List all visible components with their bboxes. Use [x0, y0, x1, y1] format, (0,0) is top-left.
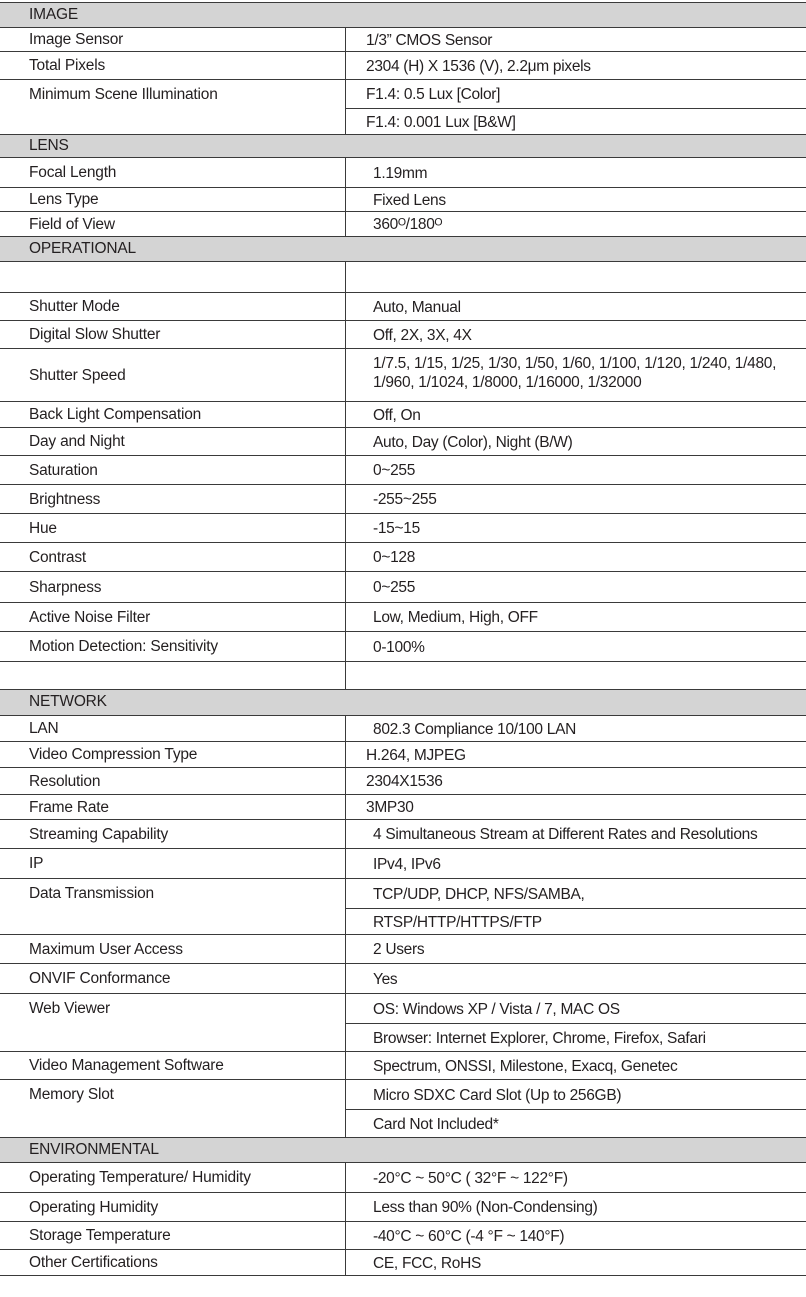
spec-value: 0~255: [373, 579, 416, 596]
spec-value: 2304 (H) X 1536 (V), 2.2μm pixels: [366, 57, 591, 75]
spec-value: 802.3 Compliance 10/100 LAN: [373, 720, 577, 738]
spec-value: 0~255: [373, 462, 416, 479]
spec-row: [0, 80, 806, 135]
spec-label: Lens Type: [29, 191, 99, 208]
spec-row: [0, 428, 806, 456]
value-line-divider: [346, 908, 806, 909]
spec-row: [0, 543, 806, 572]
spec-row: [0, 994, 806, 1052]
spec-row: [0, 879, 806, 935]
section-title: OPERATIONAL: [29, 239, 136, 257]
spec-label: Brightness: [29, 490, 101, 508]
spec-label: Shutter Mode: [29, 298, 120, 315]
spec-row: [0, 1163, 806, 1193]
spec-row: [0, 820, 806, 849]
spec-value: H.264, MJPEG: [366, 746, 466, 764]
spec-value: 3MP30: [366, 799, 414, 816]
spec-value: 0~128: [373, 549, 416, 566]
spec-row: [0, 1222, 806, 1250]
spec-label: Data Transmission: [29, 885, 154, 902]
spec-value: Off, 2X, 3X, 4X: [373, 326, 472, 344]
spec-value: 2 Users: [373, 941, 425, 958]
spec-label: Contrast: [29, 548, 86, 566]
section-header-operational: [0, 237, 806, 262]
section-title: IMAGE: [29, 6, 78, 23]
spec-row: [0, 768, 806, 795]
section-title: LENS: [29, 136, 69, 154]
spec-row: [0, 849, 806, 879]
spec-label: Operating Temperature/ Humidity: [29, 1169, 251, 1186]
spec-value: 1.19mm: [373, 164, 428, 182]
spec-value: -15~15: [373, 520, 420, 537]
spec-label: IP: [29, 855, 44, 872]
spec-row: [0, 964, 806, 994]
spec-row: [0, 514, 806, 543]
spec-row: [0, 28, 806, 52]
spec-row: [0, 572, 806, 603]
spec-label: LAN: [29, 720, 59, 737]
spec-row: [0, 52, 806, 80]
spec-value: IPv4, IPv6: [373, 855, 441, 873]
spec-label: Memory Slot: [29, 1086, 114, 1103]
spec-value: Micro SDXC Card Slot (Up to 256GB): [373, 1086, 622, 1104]
spec-label: Resolution: [29, 772, 101, 790]
spec-row: [0, 349, 806, 402]
spec-value: 0-100%: [373, 638, 425, 656]
spec-label: Operating Humidity: [29, 1198, 159, 1216]
spec-value: -40°C ~ 60°C (-4 °F ~ 140°F): [373, 1227, 565, 1245]
spec-row: [0, 1080, 806, 1138]
spec-row: [0, 716, 806, 742]
spec-label: Storage Temperature: [29, 1227, 171, 1244]
spec-row: [0, 188, 806, 212]
spec-row: [0, 1052, 806, 1080]
spec-label: Total Pixels: [29, 57, 105, 74]
spec-row: [0, 662, 806, 690]
spec-row: [0, 935, 806, 964]
spec-value: Browser: Internet Explorer, Chrome, Firefox, Safari: [373, 1029, 706, 1047]
spec-label: Active Noise Filter: [29, 608, 151, 626]
spec-value: OS: Windows XP / Vista / 7, MAC OS: [373, 1000, 620, 1018]
spec-label: Motion Detection: Sensitivity: [29, 638, 218, 655]
spec-value: -255~255: [373, 491, 437, 508]
spec-value: Auto, Day (Color), Night (B/W): [373, 433, 573, 451]
spec-value: Card Not Included*: [373, 1115, 499, 1133]
spec-label: Sharpness: [29, 578, 102, 596]
spec-value: Low, Medium, High, OFF: [373, 609, 538, 626]
spec-row: [0, 158, 806, 188]
section-title: NETWORK: [29, 693, 107, 710]
spec-row: [0, 603, 806, 632]
spec-label: Frame Rate: [29, 798, 109, 816]
spec-label: Back Light Compensation: [29, 406, 202, 423]
spec-label: Day and Night: [29, 433, 125, 450]
section-header-network: [0, 690, 806, 716]
section-title: ENVIRONMENTAL: [29, 1140, 159, 1158]
spec-label: ONVIF Conformance: [29, 970, 171, 987]
spec-value: F1.4: 0.001 Lux [B&W]: [366, 113, 516, 131]
spec-label: Minimum Scene Illumination: [29, 85, 218, 103]
spec-row: [0, 456, 806, 485]
spec-value: Auto, Manual: [373, 298, 461, 316]
spec-label: Saturation: [29, 461, 98, 479]
spec-label: Video Compression Type: [29, 746, 198, 763]
value-line-divider: [346, 108, 806, 109]
value-line-divider: [346, 1023, 806, 1024]
spec-value: 1/7.5, 1/15, 1/25, 1/30, 1/50, 1/60, 1/100, 1/120, 1/240, 1/480, 1/960, 1/1024, 1/8000, 1/16000, 1/32000: [373, 355, 777, 391]
spec-row: [0, 262, 806, 293]
spec-label: Shutter Speed: [29, 366, 126, 384]
section-header-image: [0, 2, 806, 28]
spec-label: Digital Slow Shutter: [29, 326, 161, 343]
spec-value: Yes: [373, 970, 398, 988]
spec-row: [0, 742, 806, 768]
spec-row: [0, 321, 806, 349]
spec-value: TCP/UDP, DHCP, NFS/SAMBA,: [373, 885, 585, 903]
spec-label: Streaming Capability: [29, 825, 169, 843]
section-header-lens: [0, 135, 806, 158]
spec-label: Video Management Software: [29, 1057, 224, 1074]
spec-row: [0, 1193, 806, 1222]
spec-value: 1/3” CMOS Sensor: [366, 31, 493, 49]
spec-row: [0, 795, 806, 820]
spec-value: Off, On: [373, 406, 421, 424]
spec-value: Less than 90% (Non-Condensing): [373, 1199, 598, 1216]
spec-value: F1.4: 0.5 Lux [Color]: [366, 86, 501, 103]
spec-row: [0, 485, 806, 514]
spec-row: [0, 1250, 806, 1276]
spec-label: Maximum User Access: [29, 940, 183, 958]
spec-value: 4 Simultaneous Stream at Different Rates and Resolutions: [373, 826, 758, 843]
spec-label: Focal Length: [29, 164, 117, 181]
spec-row: [0, 293, 806, 321]
spec-value: CE, FCC, RoHS: [373, 1254, 482, 1272]
spec-value: Fixed Lens: [373, 191, 446, 209]
spec-value: 360ᴼ/180ᴼ: [373, 216, 443, 233]
spec-label: Hue: [29, 519, 57, 537]
spec-value: Spectrum, ONSSI, Milestone, Exacq, Genetec: [373, 1057, 678, 1075]
spec-row: [0, 402, 806, 428]
spec-label: Other Certifications: [29, 1254, 158, 1271]
spec-value: -20°C ~ 50°C ( 32°F ~ 122°F): [373, 1169, 568, 1187]
spec-row: [0, 632, 806, 662]
spec-label: Image Sensor: [29, 31, 124, 48]
spec-value: 2304X1536: [366, 773, 443, 790]
section-header-environmental: [0, 1138, 806, 1163]
spec-label: Web Viewer: [29, 1000, 110, 1017]
spec-row: [0, 212, 806, 237]
spec-label: Field of View: [29, 215, 115, 233]
value-line-divider: [346, 1109, 806, 1110]
spec-value: RTSP/HTTP/HTTPS/FTP: [373, 913, 542, 931]
